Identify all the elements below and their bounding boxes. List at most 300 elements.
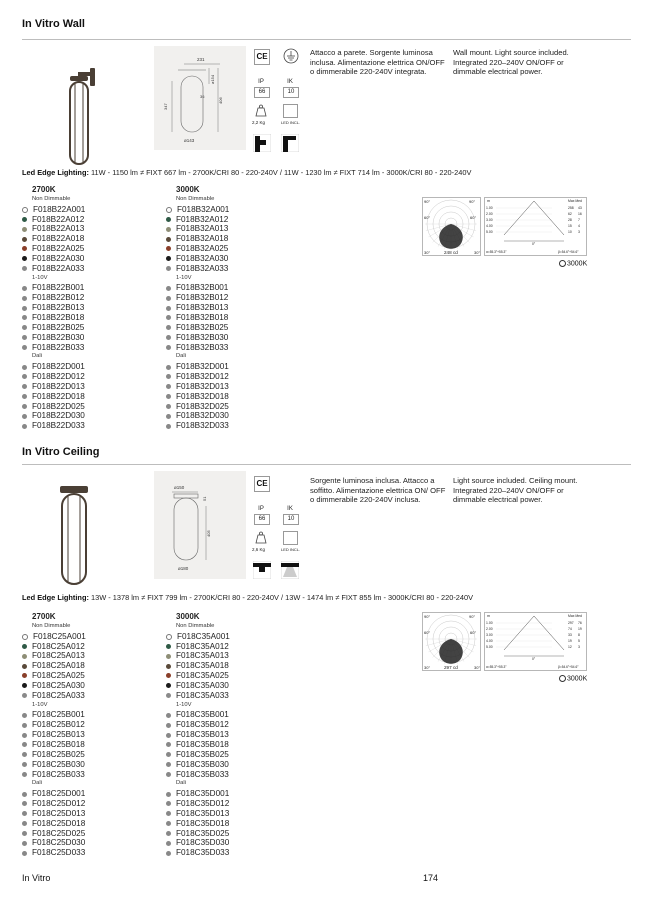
finish-color-swatch (22, 404, 27, 409)
group-label: Non Dimmable (32, 622, 71, 629)
dim-label: 405 (206, 530, 211, 537)
polar-angle-label: 30° (474, 250, 481, 255)
product-code: F018B32A025 (176, 244, 229, 254)
polar-intensity-label: 297 cd (444, 665, 458, 670)
finish-color-swatch (22, 811, 27, 816)
finish-color-swatch (22, 296, 27, 301)
finish-color-swatch (166, 266, 171, 271)
product-code: F018C35B013 (176, 730, 229, 740)
cone-max-value: 297 (568, 621, 574, 625)
product-code-row (166, 264, 229, 274)
product-drawing-ceiling (154, 471, 246, 579)
cone-max-value: 19 (568, 639, 572, 643)
cone-med-value: 43 (578, 206, 582, 210)
product-code-row (22, 642, 86, 652)
product-code-row (22, 691, 86, 701)
product-code-row (166, 720, 230, 730)
product-code: F018C25A025 (32, 671, 85, 681)
finish-color-swatch (166, 365, 171, 370)
product-code: F018B22D013 (32, 381, 85, 391)
ik-value: 10 (283, 87, 299, 98)
product-code-row (166, 411, 229, 421)
finish-color-swatch (22, 217, 27, 222)
product-code-row (166, 293, 229, 303)
group-label: Dali (32, 780, 42, 787)
product-code: F018C25D001 (32, 789, 86, 799)
dim-label: ø180 (178, 566, 189, 571)
cct-label (559, 675, 587, 682)
finish-color-swatch (22, 762, 27, 767)
product-code-row (22, 671, 86, 681)
finish-color-swatch (22, 723, 27, 728)
finish-color-swatch (166, 792, 171, 797)
product-code-row (22, 809, 86, 819)
product-code-row (166, 651, 230, 661)
finish-color-swatch (166, 325, 171, 330)
finish-color-swatch (166, 424, 171, 429)
finish-color-swatch (166, 306, 171, 311)
product-code-row (166, 642, 230, 652)
cone-max-value: 62 (568, 212, 572, 216)
product-code-row (22, 402, 85, 412)
ip-value: 66 (254, 87, 270, 98)
product-code: F018B32A018 (176, 234, 229, 244)
product-code-row (22, 372, 85, 382)
product-code-row (22, 819, 86, 829)
product-code: F018C25A033 (32, 690, 85, 700)
product-code: F018B22A013 (32, 224, 85, 234)
finish-color-swatch (166, 851, 171, 856)
finish-color-swatch (22, 424, 27, 429)
section-title-wall: In Vitro Wall (22, 18, 85, 30)
cone-distance-label: 1.00 (486, 206, 493, 210)
cone-med-value: 19 (578, 627, 582, 631)
finish-color-swatch (166, 256, 171, 261)
finish-color-swatch (22, 634, 28, 640)
photometric-chart (422, 197, 588, 257)
product-code-row (166, 671, 230, 681)
product-code-row (22, 283, 85, 293)
product-code: F018C25D013 (32, 808, 86, 818)
product-code-row (166, 402, 229, 412)
product-code-row (166, 740, 230, 750)
cone-med-value: 7 (578, 218, 580, 222)
dim-label: ø143 (184, 138, 195, 143)
product-code-row (166, 382, 229, 392)
code-column-3000k (166, 185, 229, 431)
led-spec-label: Led Edge Lighting: (22, 593, 89, 602)
product-code-row (22, 681, 86, 691)
column-heading: 3000K (176, 185, 200, 194)
product-code-row (166, 848, 230, 858)
finish-color-swatch (166, 742, 171, 747)
product-code-row (166, 303, 229, 313)
dim-label: 36 (200, 94, 205, 99)
led-icon (283, 531, 298, 545)
finish-color-swatch (22, 733, 27, 738)
product-code-row (166, 809, 230, 819)
finish-color-swatch (166, 772, 171, 777)
product-code: F018C25A030 (32, 680, 85, 690)
finish-color-swatch (22, 821, 27, 826)
group-label: Dali (176, 780, 186, 787)
product-code-row (22, 224, 85, 234)
product-code-row (22, 382, 85, 392)
product-code-row (166, 799, 230, 809)
polar-angle-label: 60° (424, 215, 431, 220)
ip-label: IP (258, 506, 264, 512)
product-code: F018C35D013 (176, 808, 230, 818)
finish-color-swatch (166, 673, 171, 678)
weight-icon (254, 530, 268, 544)
finish-color-swatch (166, 345, 171, 350)
group-label: 1-10V (32, 701, 48, 708)
cone-med-value: 8 (578, 633, 580, 637)
finish-color-swatch (22, 237, 27, 242)
ceiling-mount-icon (253, 561, 271, 579)
cone-distance-label: 4.00 (486, 224, 493, 228)
product-code-row (166, 750, 230, 760)
finish-color-swatch (22, 394, 27, 399)
product-code: F018C25B018 (32, 739, 85, 749)
cone-med-value: 5 (578, 639, 580, 643)
finish-color-swatch (22, 742, 27, 747)
product-code-row (166, 710, 230, 720)
dim-label: 406 (218, 97, 223, 104)
product-code: F018B32B033 (176, 342, 229, 352)
finish-color-swatch (166, 654, 171, 659)
cone-med-value: 3 (578, 230, 580, 234)
polar-angle-label: 90° (424, 199, 431, 204)
product-code-row (166, 362, 229, 372)
dim-label: 231 (197, 57, 205, 62)
product-code-row (166, 770, 230, 780)
product-code: F018B22A025 (32, 244, 85, 254)
product-code: F018B22D033 (32, 421, 85, 431)
product-code: F018C25A018 (32, 661, 85, 671)
product-code-row (22, 848, 86, 858)
product-code-row (166, 283, 229, 293)
product-code-row (22, 362, 85, 372)
cone-max-value: 28 (568, 218, 572, 222)
product-code-row (22, 632, 86, 642)
dim-label: 51 (202, 496, 207, 501)
product-code: F018C35A013 (176, 651, 229, 661)
product-code: F018C35D030 (176, 838, 230, 848)
product-code: F018B22D025 (32, 401, 85, 411)
finish-color-swatch (166, 831, 171, 836)
polar-angle-label: 60° (470, 630, 477, 635)
product-code: F018C35D012 (176, 799, 230, 809)
finish-color-swatch (166, 762, 171, 767)
product-code: F018B22B013 (32, 303, 85, 313)
product-code-row (166, 829, 230, 839)
cone-angle-label: 0° (532, 242, 536, 246)
finish-color-swatch (22, 841, 27, 846)
finish-color-swatch (166, 821, 171, 826)
cone-max-header: Max Med (568, 199, 582, 203)
group-label: Non Dimmable (32, 195, 71, 202)
photometric-svg (422, 197, 588, 257)
ik-label: IK (287, 79, 293, 85)
product-code: F018B32B030 (176, 332, 229, 342)
product-code: F018C35D018 (176, 818, 230, 828)
cone-med-value: 3 (578, 645, 580, 649)
finish-color-swatch (22, 683, 27, 688)
product-code-row (166, 838, 230, 848)
led-spec-text: 13W - 1378 lm ≠ FIXT 799 lm - 2700K/CRI 80 - 220-240V / 13W - 1474 lm ≠ FIXT 855 lm - 3000K/CRI 80 - 220-240V (90, 593, 474, 602)
finish-color-swatch (166, 394, 171, 399)
finish-color-swatch (22, 286, 27, 291)
cone-angle-label: 0° (532, 657, 536, 661)
finish-color-swatch (166, 315, 171, 320)
photometric-svg (422, 612, 588, 672)
product-code: F018B22B030 (32, 332, 85, 342)
product-code-row (22, 799, 86, 809)
dim-label: ø154 (210, 74, 215, 84)
cone-unit-label: m (487, 614, 490, 618)
product-code: F018B32B013 (176, 303, 229, 313)
finish-color-swatch (22, 207, 28, 213)
product-code: F018C25B030 (32, 759, 85, 769)
finish-color-swatch (22, 693, 27, 698)
finish-color-swatch (166, 801, 171, 806)
finish-color-swatch (22, 325, 27, 330)
finish-color-swatch (166, 752, 171, 757)
product-code: F018C25D033 (32, 848, 86, 858)
product-code: F018C35A030 (176, 680, 229, 690)
product-code-row (22, 244, 85, 254)
product-code-row (22, 770, 86, 780)
product-code: F018C25A012 (32, 641, 85, 651)
ik-label: IK (287, 506, 293, 512)
finish-color-swatch (166, 414, 171, 419)
finish-color-swatch (22, 335, 27, 340)
ik-value: 10 (283, 514, 299, 525)
finish-color-swatch (22, 315, 27, 320)
group-label: 1-10V (176, 274, 192, 281)
weight-icon (254, 103, 268, 117)
product-code-row (166, 819, 230, 829)
product-code: F018C35A025 (176, 671, 229, 681)
code-column-3000k (166, 612, 230, 858)
polar-angle-label: 60° (470, 215, 477, 220)
cct-value: 3000K (567, 675, 588, 683)
finish-color-swatch (22, 851, 27, 856)
ce-mark: CE (254, 476, 270, 492)
product-code: F018C35B018 (176, 739, 229, 749)
product-code: F018B32B001 (176, 283, 229, 293)
weight-value: 2,2 Kg (252, 120, 266, 125)
product-code-row (166, 343, 229, 353)
product-code-row (22, 313, 85, 323)
description-it: Sorgente luminosa inclusa. Attacco a soffitto. Alimentazione elettrica ON/ OFF o dimmerabile 220-240V inclusa. (310, 476, 446, 505)
product-code: F018C25B012 (32, 720, 85, 730)
code-column-2700k (22, 612, 86, 858)
cone-med-value: 76 (578, 621, 582, 625)
cct-label (559, 260, 587, 267)
product-code: F018B32A033 (176, 263, 229, 273)
finish-color-swatch (166, 374, 171, 379)
code-column-2700k (22, 185, 85, 431)
product-photo-ceiling (56, 484, 92, 588)
product-code: F018B22A033 (32, 263, 85, 273)
finish-color-swatch (22, 792, 27, 797)
product-code: F018C35B025 (176, 749, 229, 759)
mount-orientation-icon (281, 134, 299, 152)
finish-color-swatch (166, 841, 171, 846)
description-en: Wall mount. Light source included. Integrated 220–240V ON/OFF or dimmable electrical power. (453, 48, 569, 77)
product-code: F018B32D012 (176, 372, 229, 382)
product-code-row (22, 750, 86, 760)
polar-angle-label: 90° (469, 614, 476, 619)
product-code-row (166, 691, 230, 701)
finish-color-swatch (22, 345, 27, 350)
product-code: F018B32B012 (176, 293, 229, 303)
description-en: Light source included. Ceiling mount. Integrated 220–240V ON/OFF or dimmable electrical power. (453, 476, 578, 505)
group-label: Non Dimmable (176, 195, 215, 202)
cone-beta-label: β=54.6°+54.6° (558, 250, 579, 254)
finish-color-swatch (166, 664, 171, 669)
finish-color-swatch (22, 365, 27, 370)
cone-max-value: 74 (568, 627, 572, 631)
product-code: F018C25D018 (32, 818, 86, 828)
product-code-row (22, 343, 85, 353)
product-code: F018C25B001 (32, 710, 85, 720)
led-spec-label: Led Edge Lighting: (22, 168, 89, 177)
product-code-row (22, 661, 86, 671)
description-it: Attacco a parete. Sorgente luminosa inclusa. Alimentazione elettrica ON/OFF o dimmerabile 220-240V integrata. (310, 48, 445, 77)
group-label: Dali (32, 353, 42, 360)
group-label: Non Dimmable (176, 622, 215, 629)
product-code-row (22, 205, 85, 215)
finish-color-swatch (22, 374, 27, 379)
cct-icon (559, 675, 566, 682)
finish-color-swatch (166, 227, 171, 232)
weight-value: 2,6 Kg (252, 547, 266, 552)
section-title-ceiling: In Vitro Ceiling (22, 446, 100, 458)
finish-color-swatch (166, 713, 171, 718)
cone-distance-label: 5.00 (486, 230, 493, 234)
product-code: F018B32B018 (176, 312, 229, 322)
cct-value: 3000K (567, 260, 588, 268)
product-code: F018B22B001 (32, 283, 85, 293)
group-label: 1-10V (32, 274, 48, 281)
finish-color-swatch (166, 207, 172, 213)
finish-color-swatch (22, 801, 27, 806)
ip-label: IP (258, 79, 264, 85)
product-code: F018B32D013 (176, 381, 229, 391)
group-label: Dali (176, 353, 186, 360)
finish-color-swatch (22, 673, 27, 678)
product-code: F018C35B033 (176, 769, 229, 779)
product-code-row (166, 789, 230, 799)
cone-alpha-label: α=55.3°+55.3° (486, 250, 507, 254)
product-code-row (22, 293, 85, 303)
cone-unit-label: m (487, 199, 490, 203)
product-code: F018B22D018 (32, 391, 85, 401)
wall-mount-icon (253, 134, 271, 152)
ce-mark: CE (254, 49, 270, 65)
product-code-row (166, 730, 230, 740)
product-code: F018B22D012 (32, 372, 85, 382)
finish-color-swatch (166, 246, 171, 251)
cct-icon (559, 260, 566, 267)
finish-color-swatch (22, 654, 27, 659)
cone-max-value: 258 (568, 206, 574, 210)
product-code-row (166, 421, 229, 431)
column-heading: 3000K (176, 612, 200, 621)
finish-color-swatch (166, 384, 171, 389)
cone-med-value: 4 (578, 224, 580, 228)
finish-color-swatch (22, 256, 27, 261)
section-divider (22, 464, 631, 465)
product-code: F018B22A001 (33, 204, 86, 214)
product-code: F018B32D025 (176, 401, 229, 411)
product-code: F018B22B018 (32, 312, 85, 322)
cone-alpha-label: α=55.3°+55.3° (486, 665, 507, 669)
cone-distance-label: 3.00 (486, 218, 493, 222)
finish-color-swatch (22, 772, 27, 777)
product-code: F018B32D018 (176, 391, 229, 401)
product-code-row (166, 372, 229, 382)
product-code: F018C35D033 (176, 848, 230, 858)
product-code: F018C25B033 (32, 769, 85, 779)
finish-color-swatch (22, 384, 27, 389)
product-code-row (166, 234, 229, 244)
finish-color-swatch (166, 733, 171, 738)
product-code: F018B22B033 (32, 342, 85, 352)
product-code: F018B32A012 (176, 214, 229, 224)
product-code: F018C35A018 (176, 661, 229, 671)
product-code-row (166, 313, 229, 323)
product-code: F018B32A030 (176, 253, 229, 263)
finish-color-swatch (166, 286, 171, 291)
product-code: F018B22D030 (32, 411, 85, 421)
page-number: 174 (423, 873, 439, 883)
finish-color-swatch (166, 634, 172, 640)
product-code-row (22, 411, 85, 421)
product-code-row (22, 234, 85, 244)
finish-color-swatch (22, 227, 27, 232)
led-spec-text: 11W - 1150 lm ≠ FIXT 667 lm - 2700K/CRI 80 - 220-240V / 11W - 1230 lm ≠ FIXT 714 lm - 3000K/CRI 80 - 220-240V (90, 168, 472, 177)
product-code: F018B22D001 (32, 362, 85, 372)
product-code-row (166, 224, 229, 234)
led-spec-line (22, 168, 471, 177)
product-code-row (166, 632, 230, 642)
product-code-row (166, 244, 229, 254)
polar-intensity-label: 248 cd (444, 250, 458, 255)
finish-color-swatch (166, 237, 171, 242)
ip-value: 66 (254, 514, 270, 525)
finish-color-swatch (166, 644, 171, 649)
product-code-row (22, 323, 85, 333)
product-code-row (22, 789, 86, 799)
product-code-row (166, 681, 230, 691)
product-code-row (22, 710, 86, 720)
finish-color-swatch (22, 644, 27, 649)
product-code: F018C25A001 (33, 631, 86, 641)
product-code: F018C25D030 (32, 838, 86, 848)
product-code-row (22, 254, 85, 264)
cone-distance-label: 1.00 (486, 621, 493, 625)
product-code: F018B22B012 (32, 293, 85, 303)
product-code: F018C25A013 (32, 651, 85, 661)
cone-max-value: 10 (568, 230, 572, 234)
finish-color-swatch (22, 246, 27, 251)
cone-beta-label: β=54.6°+54.6° (558, 665, 579, 669)
finish-color-swatch (22, 266, 27, 271)
